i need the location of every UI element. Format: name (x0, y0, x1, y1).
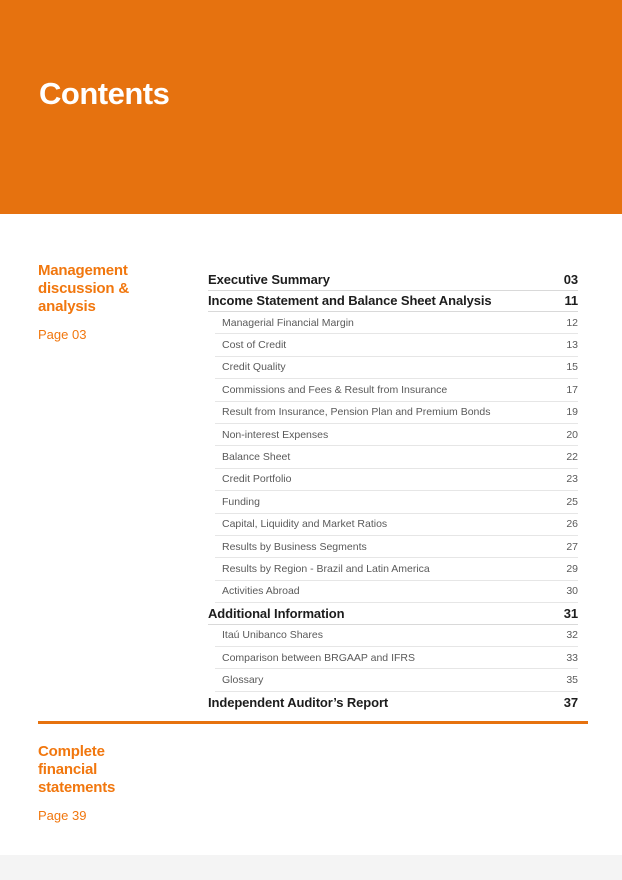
sidebar-section-title: Complete financial statements (38, 743, 116, 796)
toc-item-label: Comparison between BRGAAP and IFRS (222, 651, 415, 664)
toc-item-page: 23 (566, 473, 578, 486)
sidebar-section-page: Page 39 (38, 808, 87, 823)
toc-item-page: 19 (566, 406, 578, 419)
toc-item-page: 20 (566, 428, 578, 441)
toc-item-label: Commissions and Fees & Result from Insurance (222, 383, 448, 396)
toc-item-label: Itaú Unibanco Shares (222, 629, 323, 642)
toc-item-label: Results by Business Segments (222, 540, 367, 553)
footer-band (0, 855, 622, 880)
sidebar-section-page: Page 03 (38, 327, 87, 342)
toc-row[interactable] (215, 536, 578, 558)
toc-item-label: Executive Summary (208, 271, 330, 287)
toc-row[interactable] (215, 625, 578, 647)
header-band (0, 0, 622, 214)
toc-item-page: 12 (566, 316, 578, 329)
toc-item-label: Cost of Credit (222, 339, 287, 352)
toc-row[interactable] (215, 581, 578, 603)
toc-item-page: 37 (563, 695, 578, 710)
toc-item-label: Credit Portfolio (222, 473, 292, 486)
toc-row[interactable] (215, 558, 578, 580)
toc-row[interactable] (215, 424, 578, 446)
sidebar-complete-financial-statements (38, 743, 138, 823)
toc-item-page: 27 (566, 540, 578, 553)
toc-item-label: Glossary (222, 674, 264, 687)
toc-row[interactable] (208, 692, 578, 714)
toc-item-page: 29 (566, 562, 578, 575)
toc-item-label: Balance Sheet (222, 451, 291, 464)
toc-row[interactable] (215, 491, 578, 513)
section-divider-rule (38, 721, 588, 724)
toc-item-page: 25 (566, 495, 578, 508)
toc-row[interactable] (208, 603, 578, 625)
toc-item-page: 13 (566, 339, 578, 352)
toc-item-page: 03 (563, 271, 578, 287)
toc-list (208, 269, 578, 713)
toc-item-label: Independent Auditor’s Report (208, 695, 389, 710)
toc-item-label: Result from Insurance, Pension Plan and Premium Bonds (222, 406, 491, 419)
toc-item-label: Non-interest Expenses (222, 428, 329, 441)
toc-row[interactable] (215, 469, 578, 491)
toc-item-label: Income Statement and Balance Sheet Analysis (208, 293, 492, 309)
sidebar-section-title: Management discussion & analysis (38, 262, 129, 315)
toc-row[interactable] (215, 312, 578, 334)
toc-item-page: 30 (566, 585, 578, 598)
toc-item-label: Additional Information (208, 605, 345, 621)
toc-row[interactable] (215, 402, 578, 424)
toc-item-page: 22 (566, 451, 578, 464)
toc-item-page: 11 (564, 293, 578, 309)
toc-item-label: Results by Region - Brazil and Latin America (222, 562, 430, 575)
toc-row[interactable] (215, 669, 578, 691)
toc-item-page: 15 (566, 361, 578, 374)
toc-item-label: Credit Quality (222, 361, 286, 374)
toc-item-page: 35 (566, 674, 578, 687)
toc-item-page: 33 (566, 651, 578, 664)
toc-item-label: Activities Abroad (222, 585, 300, 598)
toc-row[interactable] (215, 357, 578, 379)
toc-item-label: Capital, Liquidity and Market Ratios (222, 518, 388, 531)
toc-item-label: Managerial Financial Margin (222, 316, 354, 329)
toc-row[interactable] (215, 379, 578, 401)
toc-item-label: Funding (222, 495, 260, 508)
toc-item-page: 26 (566, 518, 578, 531)
toc-row[interactable] (208, 269, 578, 291)
sidebar-management-discussion (38, 262, 156, 342)
toc-row[interactable] (215, 647, 578, 669)
toc-row[interactable] (215, 446, 578, 468)
toc-row[interactable] (215, 514, 578, 536)
page-title: Contents (39, 76, 170, 111)
toc-item-page: 31 (563, 605, 578, 621)
toc-row[interactable] (215, 334, 578, 356)
toc-row[interactable] (208, 291, 578, 313)
toc-item-page: 32 (566, 629, 578, 642)
toc-item-page: 17 (566, 383, 578, 396)
